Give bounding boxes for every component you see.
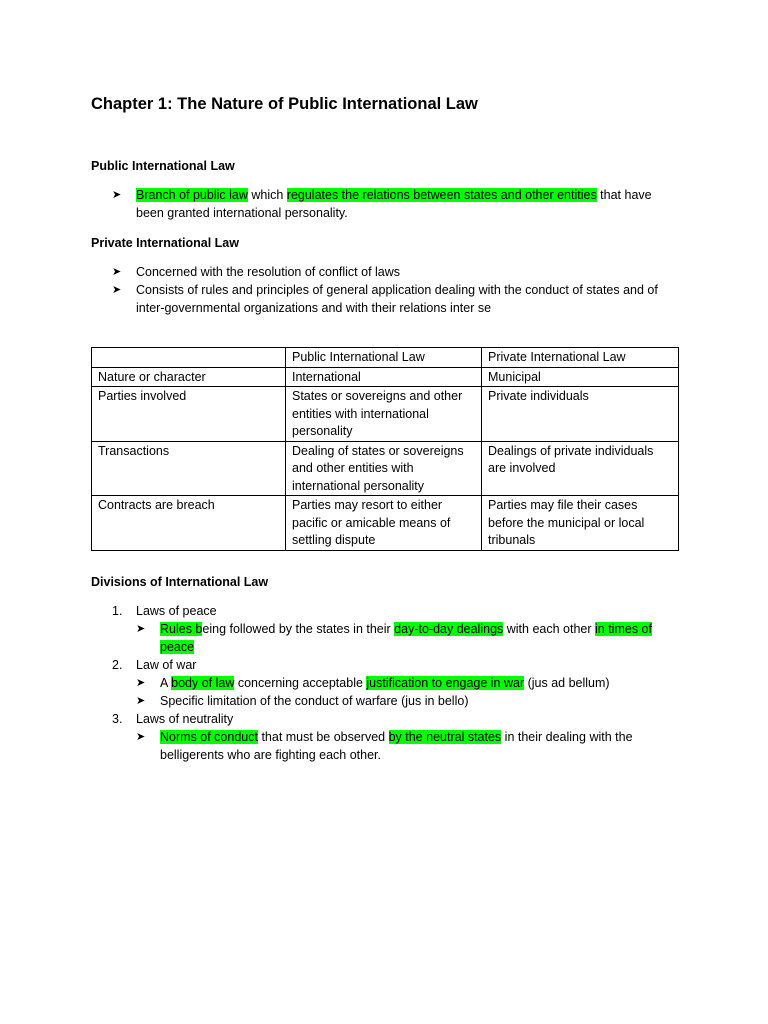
bullet-text xyxy=(160,728,672,764)
bullet-text-part: (jus ad bellum) xyxy=(524,676,610,690)
list-item xyxy=(112,710,672,764)
bullet-text: Consists of rules and principles of general application dealing with the conduct of states and of inter-governmental organizations and with their relations inter se xyxy=(136,283,658,315)
table-header-cell xyxy=(92,348,286,368)
table-cell: Nature or character xyxy=(92,367,286,387)
table-row xyxy=(92,387,679,442)
table-cell: Transactions xyxy=(92,441,286,496)
table-cell: Municipal xyxy=(482,367,679,387)
table-header-cell: Private International Law xyxy=(482,348,679,368)
highlighted-text: Branch of public law xyxy=(136,188,248,202)
table-cell: Parties may file their cases before the municipal or local tribunals xyxy=(482,496,679,551)
bullet-text-part: eing followed by the states in their xyxy=(202,622,395,636)
division-label: Law of war xyxy=(136,658,197,672)
bullet-text xyxy=(160,674,672,692)
bullet-text-part: with each other xyxy=(503,622,595,636)
list-item xyxy=(136,692,672,710)
highlighted-text: regulates the relations between states and other entities xyxy=(286,188,597,202)
divisions-list xyxy=(112,602,672,764)
list-item xyxy=(136,728,672,764)
divisions-heading: Divisions of International Law xyxy=(91,575,269,589)
highlighted-text: justification to engage in war xyxy=(366,676,525,690)
table-row xyxy=(92,367,679,387)
bullet-text-part: A xyxy=(160,676,172,690)
table-header-cell: Public International Law xyxy=(286,348,482,368)
highlighted-text: body of law xyxy=(171,676,235,690)
private-intl-law-bullets xyxy=(112,263,672,317)
comparison-table xyxy=(91,347,679,551)
public-intl-law-heading: Public International Law xyxy=(91,159,235,173)
division-label: Laws of neutrality xyxy=(136,712,234,726)
arrowhead-bullet-icon: ➤ xyxy=(112,189,122,201)
list-number: 1. xyxy=(112,604,123,618)
list-number: 2. xyxy=(112,658,123,672)
list-item xyxy=(112,602,672,656)
list-item xyxy=(136,674,672,692)
arrowhead-bullet-icon: ➤ xyxy=(136,695,146,707)
table-row xyxy=(92,441,679,496)
highlighted-text: in times of peace xyxy=(160,622,652,654)
list-item xyxy=(112,281,672,317)
table-cell: Parties may resort to either pacific or amicable means of settling dispute xyxy=(286,496,482,551)
page-title: Chapter 1: The Nature of Public International Law xyxy=(91,95,478,113)
bullet-text: Specific limitation of the conduct of warfare (jus in bello) xyxy=(160,694,469,708)
highlighted-text: by the neutral states xyxy=(388,730,502,744)
table-cell: Dealings of private individuals are involved xyxy=(482,441,679,496)
list-item xyxy=(112,186,672,222)
table-header-row xyxy=(92,348,679,368)
arrowhead-bullet-icon: ➤ xyxy=(136,677,146,689)
bullet-text-part: that have been granted international personality. xyxy=(136,188,652,220)
bullet-text xyxy=(160,620,672,656)
table-row xyxy=(92,496,679,551)
table-cell: Contracts are breach xyxy=(92,496,286,551)
list-item xyxy=(112,656,672,710)
table-cell: Dealing of states or sovereigns and other entities with international personality xyxy=(286,441,482,496)
private-intl-law-heading: Private International Law xyxy=(91,236,239,250)
bullet-text-part: which xyxy=(247,188,287,202)
table-cell: International xyxy=(286,367,482,387)
bullet-text-part: concerning acceptable xyxy=(234,676,367,690)
highlighted-text: day-to-day dealings xyxy=(394,622,504,636)
list-number: 3. xyxy=(112,712,123,726)
division-label: Laws of peace xyxy=(136,604,217,618)
bullet-text: Concerned with the resolution of conflict of laws xyxy=(136,265,401,279)
arrowhead-bullet-icon: ➤ xyxy=(136,731,146,743)
table-cell: States or sovereigns and other entities with international personality xyxy=(286,387,482,442)
arrowhead-bullet-icon: ➤ xyxy=(112,266,122,278)
table-cell: Parties involved xyxy=(92,387,286,442)
bullet-text xyxy=(136,186,672,222)
highlighted-text: Norms of conduct xyxy=(160,730,258,744)
list-item xyxy=(136,620,672,656)
arrowhead-bullet-icon: ➤ xyxy=(136,623,146,635)
bullet-text-part: in their dealing with the belligerents who are fighting each other. xyxy=(160,730,633,762)
highlighted-text: Rules b xyxy=(160,622,203,636)
list-item xyxy=(112,263,672,281)
bullet-text-part: that must be observed xyxy=(257,730,389,744)
public-intl-law-bullets xyxy=(112,186,672,222)
table-cell: Private individuals xyxy=(482,387,679,442)
arrowhead-bullet-icon: ➤ xyxy=(112,284,122,296)
